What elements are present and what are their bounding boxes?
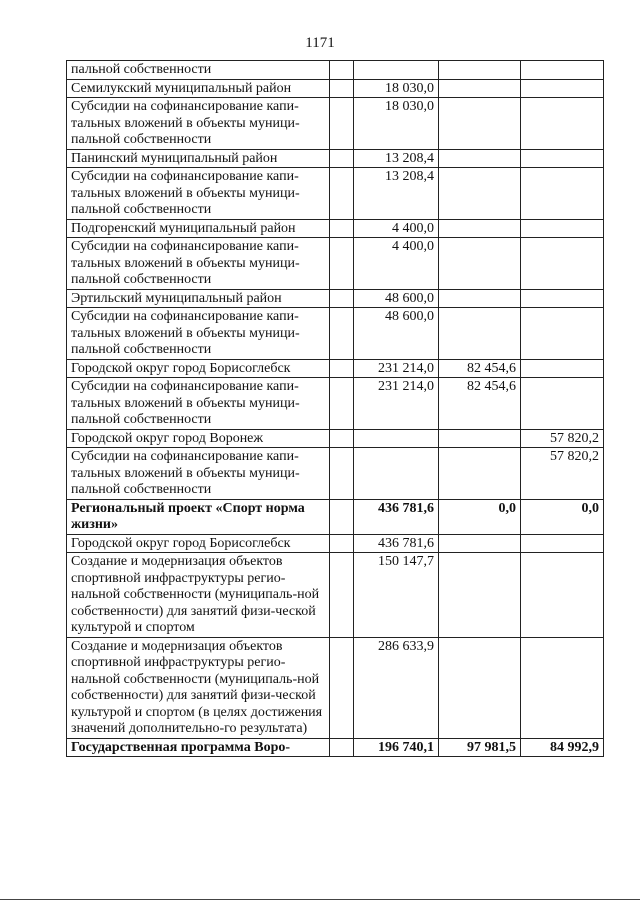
table-row: [67, 553, 604, 638]
row-value-2-cell: 0,0: [439, 499, 521, 534]
row-code-cell: [330, 738, 354, 757]
table-row: [67, 219, 604, 238]
row-name-cell: Субсидии на софинансирование капи-тальных вложений в объекты муници-пальной собственности: [67, 448, 330, 500]
row-value-3-cell: 57 820,2: [521, 429, 604, 448]
row-value-3-cell: [521, 553, 604, 638]
row-value-1-cell: [354, 429, 439, 448]
row-value-1-cell: 48 600,0: [354, 308, 439, 360]
table-row: [67, 499, 604, 534]
table-row: [67, 378, 604, 430]
row-value-2-cell: [439, 149, 521, 168]
table-row: [67, 98, 604, 150]
row-code-cell: [330, 308, 354, 360]
table-row: [67, 79, 604, 98]
row-code-cell: [330, 637, 354, 738]
budget-table-body: [67, 61, 604, 757]
table-row: [67, 289, 604, 308]
row-value-1-cell: 231 214,0: [354, 359, 439, 378]
table-row: [67, 149, 604, 168]
row-value-3-cell: [521, 61, 604, 80]
row-value-2-cell: [439, 534, 521, 553]
row-name-cell: пальной собственности: [67, 61, 330, 80]
row-value-3-cell: 0,0: [521, 499, 604, 534]
page-bottom-rule: [0, 899, 640, 900]
row-value-2-cell: 97 981,5: [439, 738, 521, 757]
row-code-cell: [330, 359, 354, 378]
row-value-1-cell: 436 781,6: [354, 534, 439, 553]
row-name-cell: Городской округ город Борисоглебск: [67, 359, 330, 378]
row-value-1-cell: 4 400,0: [354, 238, 439, 290]
page-number: 1171: [305, 35, 335, 51]
row-value-2-cell: [439, 429, 521, 448]
row-name-cell: Субсидии на софинансирование капи-тальных вложений в объекты муници-пальной собственности: [67, 308, 330, 360]
row-name-cell: Семилукский муниципальный район: [67, 79, 330, 98]
row-name-cell: Эртильский муниципальный район: [67, 289, 330, 308]
table-row: [67, 738, 604, 757]
table-row: [67, 429, 604, 448]
row-value-2-cell: 82 454,6: [439, 378, 521, 430]
row-value-3-cell: 84 992,9: [521, 738, 604, 757]
row-code-cell: [330, 168, 354, 220]
row-value-1-cell: 150 147,7: [354, 553, 439, 638]
row-value-3-cell: [521, 149, 604, 168]
row-value-2-cell: [439, 61, 521, 80]
row-value-1-cell: 13 208,4: [354, 168, 439, 220]
row-name-cell: Создание и модернизация объектов спортивной инфраструктуры регио-нальной собственности (муниципаль-ной собственности) для занятий физи-ческой культурой и спортом (в целях достижения значений дополнительно-го результата): [67, 637, 330, 738]
row-value-2-cell: [439, 637, 521, 738]
row-code-cell: [330, 149, 354, 168]
row-value-3-cell: [521, 534, 604, 553]
row-value-3-cell: [521, 219, 604, 238]
row-code-cell: [330, 238, 354, 290]
row-code-cell: [330, 219, 354, 238]
table-row: [67, 359, 604, 378]
row-name-cell: Государственная программа Воро-: [67, 738, 330, 757]
row-value-3-cell: [521, 79, 604, 98]
budget-table: [66, 60, 604, 757]
table-row: [67, 637, 604, 738]
row-value-2-cell: 82 454,6: [439, 359, 521, 378]
row-value-1-cell: 231 214,0: [354, 378, 439, 430]
row-code-cell: [330, 61, 354, 80]
row-value-3-cell: [521, 168, 604, 220]
row-value-2-cell: [439, 289, 521, 308]
row-name-cell: Субсидии на софинансирование капи-тальных вложений в объекты муници-пальной собственности: [67, 378, 330, 430]
row-value-1-cell: 13 208,4: [354, 149, 439, 168]
row-code-cell: [330, 289, 354, 308]
row-name-cell: Панинский муниципальный район: [67, 149, 330, 168]
row-code-cell: [330, 448, 354, 500]
row-value-1-cell: 18 030,0: [354, 98, 439, 150]
row-value-3-cell: [521, 378, 604, 430]
row-code-cell: [330, 79, 354, 98]
row-value-3-cell: [521, 289, 604, 308]
table-row: [67, 448, 604, 500]
row-code-cell: [330, 534, 354, 553]
row-value-2-cell: [439, 98, 521, 150]
row-code-cell: [330, 378, 354, 430]
row-name-cell: Субсидии на софинансирование капи-тальных вложений в объекты муници-пальной собственности: [67, 168, 330, 220]
row-value-1-cell: [354, 61, 439, 80]
table-row: [67, 61, 604, 80]
row-value-3-cell: 57 820,2: [521, 448, 604, 500]
row-code-cell: [330, 98, 354, 150]
row-name-cell: Городской округ город Борисоглебск: [67, 534, 330, 553]
row-code-cell: [330, 499, 354, 534]
row-value-1-cell: 286 633,9: [354, 637, 439, 738]
row-value-3-cell: [521, 359, 604, 378]
row-value-1-cell: 48 600,0: [354, 289, 439, 308]
row-value-3-cell: [521, 308, 604, 360]
row-value-3-cell: [521, 98, 604, 150]
row-value-1-cell: 196 740,1: [354, 738, 439, 757]
row-code-cell: [330, 429, 354, 448]
table-row: [67, 238, 604, 290]
row-value-1-cell: 436 781,6: [354, 499, 439, 534]
row-value-2-cell: [439, 448, 521, 500]
row-value-1-cell: [354, 448, 439, 500]
row-value-1-cell: 4 400,0: [354, 219, 439, 238]
table-row: [67, 168, 604, 220]
row-value-2-cell: [439, 168, 521, 220]
row-name-cell: Субсидии на софинансирование капи-тальных вложений в объекты муници-пальной собственности: [67, 98, 330, 150]
row-value-3-cell: [521, 238, 604, 290]
row-name-cell: Городской округ город Воронеж: [67, 429, 330, 448]
row-name-cell: Подгоренский муниципальный район: [67, 219, 330, 238]
row-value-3-cell: [521, 637, 604, 738]
row-value-2-cell: [439, 308, 521, 360]
row-value-1-cell: 18 030,0: [354, 79, 439, 98]
row-value-2-cell: [439, 79, 521, 98]
row-value-2-cell: [439, 238, 521, 290]
row-code-cell: [330, 553, 354, 638]
table-row: [67, 308, 604, 360]
row-name-cell: Создание и модернизация объектов спортивной инфраструктуры регио-нальной собственности (муниципаль-ной собственности) для занятий физи-ческой культурой и спортом: [67, 553, 330, 638]
table-row: [67, 534, 604, 553]
row-value-2-cell: [439, 219, 521, 238]
row-name-cell: Субсидии на софинансирование капи-тальных вложений в объекты муници-пальной собственности: [67, 238, 330, 290]
row-name-cell: Региональный проект «Спорт норма жизни»: [67, 499, 330, 534]
row-value-2-cell: [439, 553, 521, 638]
